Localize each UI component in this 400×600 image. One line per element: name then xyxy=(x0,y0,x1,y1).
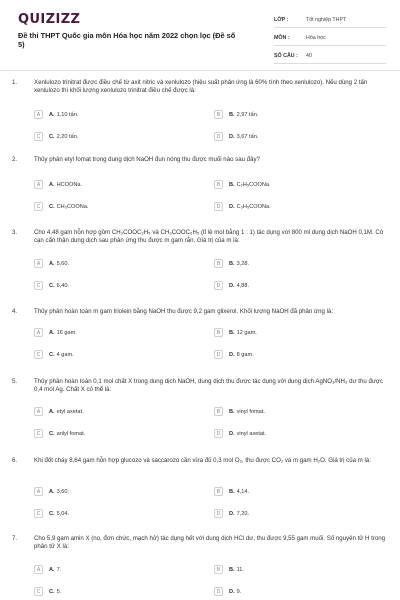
option-badge: D xyxy=(214,202,223,211)
meta-row-class xyxy=(274,13,386,28)
meta-value: 40 xyxy=(306,53,312,59)
option-badge: C xyxy=(34,509,43,518)
meta-key: MÔN : xyxy=(274,35,290,41)
question-number: 6. xyxy=(12,457,18,464)
option-c[interactable]: C C. CH₃COONa. xyxy=(34,201,88,212)
option-c[interactable]: C C. 2,20 tấn. xyxy=(34,131,78,142)
option-a[interactable]: A A. 5,60. xyxy=(34,258,69,269)
question-number: 7. xyxy=(12,535,18,542)
option-badge: A xyxy=(34,110,43,119)
option-badge: D xyxy=(214,132,223,141)
option-d[interactable]: D D. 9. xyxy=(214,586,241,597)
option-a[interactable]: A A. etyl axetat. xyxy=(34,406,84,417)
option-b[interactable]: B B. 3,28. xyxy=(214,258,249,269)
option-badge: D xyxy=(214,509,223,518)
option-badge: D xyxy=(214,281,223,290)
option-a[interactable]: A A. 3,60. xyxy=(34,486,69,497)
option-badge: B xyxy=(214,487,223,496)
meta-row-count xyxy=(274,49,386,64)
option-badge: B xyxy=(214,259,223,268)
option-b[interactable]: B B. vinyl fomat. xyxy=(214,406,265,417)
option-c[interactable]: C C. 4 gam. xyxy=(34,349,74,360)
meta-value: Tốt nghiệp THPT xyxy=(306,17,347,23)
meta-key: SỐ CÂU : xyxy=(274,53,298,59)
option-b[interactable]: B B. 4,14. xyxy=(214,486,249,497)
option-badge: A xyxy=(34,180,43,189)
option-badge: D xyxy=(214,350,223,359)
question-number: 5. xyxy=(12,378,18,385)
option-a[interactable]: A A. HCOONa. xyxy=(34,179,82,190)
question-text: Khi đốt cháy 8,64 gam hỗn hợp glucozo và saccarozo cần vừa đủ 0,3 mol O₂, thu được CO₂ và m gam H₂O. Giá trị của m là: xyxy=(34,457,371,464)
option-d[interactable]: D D. vinyl axetat. xyxy=(214,428,266,439)
meta-key: LỚP : xyxy=(274,17,289,23)
option-badge: D xyxy=(214,587,223,596)
option-badge: B xyxy=(214,328,223,337)
option-d[interactable]: D D. 3,67 tấn. xyxy=(214,131,258,142)
option-badge: C xyxy=(34,429,43,438)
option-c[interactable]: C C. anlyl fomat. xyxy=(34,428,85,439)
question-text: Thủy phân hoàn toàn 0,1 mol chất X trong dung dịch NaOH, dung dịch thu được tác dụng với dung dịch AgNO₃/NH₃ dư thu được 0,4 mol Ag. Chất X có thể là: xyxy=(34,378,383,394)
question-number: 4. xyxy=(12,308,18,315)
option-badge: B xyxy=(214,565,223,574)
meta-row-subject xyxy=(274,31,386,46)
option-badge: B xyxy=(214,110,223,119)
option-a[interactable]: A A. 16 gam. xyxy=(34,327,77,338)
option-b[interactable]: B B. C₂H₅COONa. xyxy=(214,179,271,190)
question-number: 1. xyxy=(12,79,18,86)
question-text: Thủy phân hoàn toàn m gam triolein bằng NaOH thu được 9,2 gam glixerol. Khối lượng NaOH đã phản ứng là: xyxy=(34,308,334,315)
option-badge: A xyxy=(34,565,43,574)
option-badge: B xyxy=(214,180,223,189)
option-d[interactable]: D D. 4,88. xyxy=(214,280,249,291)
option-badge: C xyxy=(34,587,43,596)
worksheet-header xyxy=(0,0,400,62)
option-badge: C xyxy=(34,281,43,290)
option-c[interactable]: C C. 5,04. xyxy=(34,508,69,519)
worksheet-title: Đề thi THPT Quốc gia môn Hóa học năm 2022 chọn lọc (Đề số 5) xyxy=(18,31,236,49)
option-badge: D xyxy=(214,429,223,438)
option-c[interactable]: C C. 5. xyxy=(34,586,61,597)
option-badge: A xyxy=(34,328,43,337)
question-text: Thủy phân etyl fomat trong dung dịch NaOH đun nóng thu được muối nào sau đây? xyxy=(34,156,260,163)
option-d[interactable]: D D. 7,20. xyxy=(214,508,249,519)
option-badge: A xyxy=(34,487,43,496)
header-divider xyxy=(0,70,400,71)
option-badge: C xyxy=(34,132,43,141)
option-a[interactable]: A A. 1,10 tấn. xyxy=(34,109,78,120)
option-b[interactable]: B B. 2,97 tấn. xyxy=(214,109,258,120)
option-a[interactable]: A A. 7. xyxy=(34,564,61,575)
option-badge: C xyxy=(34,202,43,211)
question-text: Cho 4,48 gam hỗn hợp gồm CH₃COOC₂H₅ và CH₃COOC₆H₅ (tỉ lệ mol bằng 1 : 1) tác dụng với 800 ml dung dịch NaOH 0,1M. Cô cạn cẩn thận dung dịch sau phản ứng thu được m gam rắn. Giá trị của m là: xyxy=(34,229,384,245)
option-b[interactable]: B B. 12 gam. xyxy=(214,327,257,338)
quizizz-logo: QUIZIZZ xyxy=(18,12,81,27)
question-text: Cho 5,9 gam amin X (no, đơn chức, mạch hở) tác dụng hết với dung dịch HCl dư, thu được 9,55 gam muối. Số nguyên tử H trong phân tử X là: xyxy=(34,535,386,551)
meta-value: Hóa học xyxy=(306,35,326,41)
option-b[interactable]: B B. 11. xyxy=(214,564,244,575)
option-d[interactable]: D D. C₃H₅COONa. xyxy=(214,201,271,212)
option-badge: A xyxy=(34,407,43,416)
worksheet-meta xyxy=(274,13,386,67)
option-badge: A xyxy=(34,259,43,268)
option-badge: C xyxy=(34,350,43,359)
question-number: 2. xyxy=(12,156,18,163)
question-number: 3. xyxy=(12,229,18,236)
option-c[interactable]: C C. 6,40. xyxy=(34,280,69,291)
question-text: Xenlulozo trinitrat được điều chế từ axit nitric và xenlulozo (hiệu suất phản ứng là 60% tính theo xenlulozo). Nếu dùng 2 tấn xenlulozo thì khối lượng xenlulozo trinitrat điều chế được là: xyxy=(34,79,368,95)
option-badge: B xyxy=(214,407,223,416)
option-d[interactable]: D D. 8 gam. xyxy=(214,349,254,360)
